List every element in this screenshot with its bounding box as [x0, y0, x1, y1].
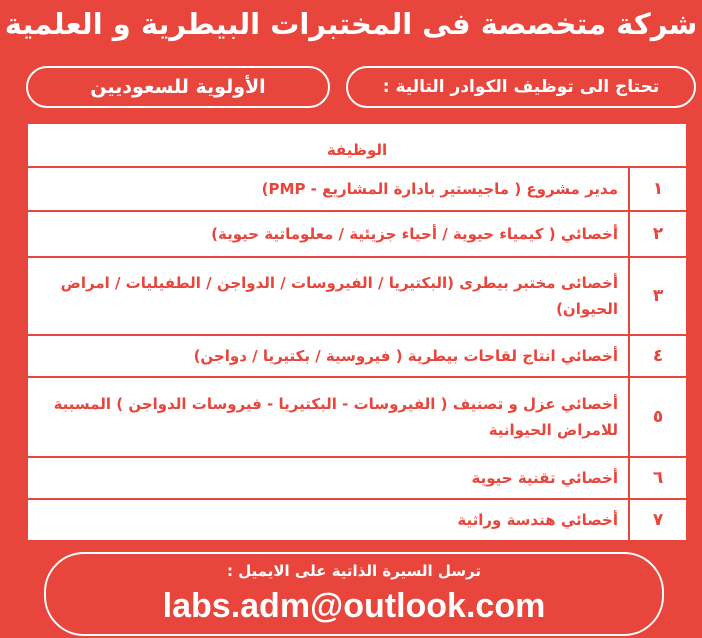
- email-address[interactable]: labs.adm@outlook.com: [162, 587, 546, 625]
- job-title: أخصائي هندسة وراثية: [457, 511, 618, 529]
- jobs-table-header: الوظيفة: [28, 124, 686, 168]
- table-row: [28, 500, 686, 540]
- job-title: أخصائي ( كيمياء حيوية / أحياء جزيئية / معلوماتية حيوية): [211, 225, 618, 243]
- row-number: ٤: [628, 336, 686, 376]
- row-number: ٥: [628, 378, 686, 456]
- table-row: [28, 378, 686, 458]
- row-number: ٣: [628, 258, 686, 334]
- priority-saudis-label: الأولوية للسعوديين: [26, 66, 330, 108]
- table-row: [28, 458, 686, 500]
- hiring-need-label: تحتاج الى توظيف الكوادر التالية :: [346, 66, 696, 108]
- send-cv-label: ترسل السيرة الذاتية على الايميل :: [226, 562, 482, 580]
- row-number: ٢: [628, 212, 686, 256]
- table-row: [28, 258, 686, 336]
- job-title: أخصائي انتاج لقاحات بيطرية ( فيروسية / بكتيريا / دواجن): [193, 347, 618, 365]
- row-number: ٧: [628, 500, 686, 540]
- job-title: أخصائى مختبر بيطرى (البكتيريا / الفيروسات / الدواجن / الطفيليات / امراض الحيوان): [60, 274, 618, 318]
- table-row: [28, 336, 686, 378]
- job-title: أخصائي عزل و تصنيف ( الفيروسات - البكتيريا - فيروسات الدواجن ) المسببة للامراض الحيوانية: [53, 395, 618, 439]
- contact-box: [44, 552, 664, 636]
- job-title: مدير مشروع ( ماجيستير بادارة المشاريع - PMP): [261, 180, 618, 198]
- row-number: ٦: [628, 458, 686, 498]
- table-row: [28, 168, 686, 212]
- row-number: ١: [628, 168, 686, 210]
- job-title: أخصائي تقنية حيوية: [471, 469, 618, 487]
- table-row: [28, 212, 686, 258]
- ad-title: شركة متخصصة فى المختبرات البيطرية و العلمية: [4, 7, 698, 41]
- jobs-table: [28, 124, 686, 540]
